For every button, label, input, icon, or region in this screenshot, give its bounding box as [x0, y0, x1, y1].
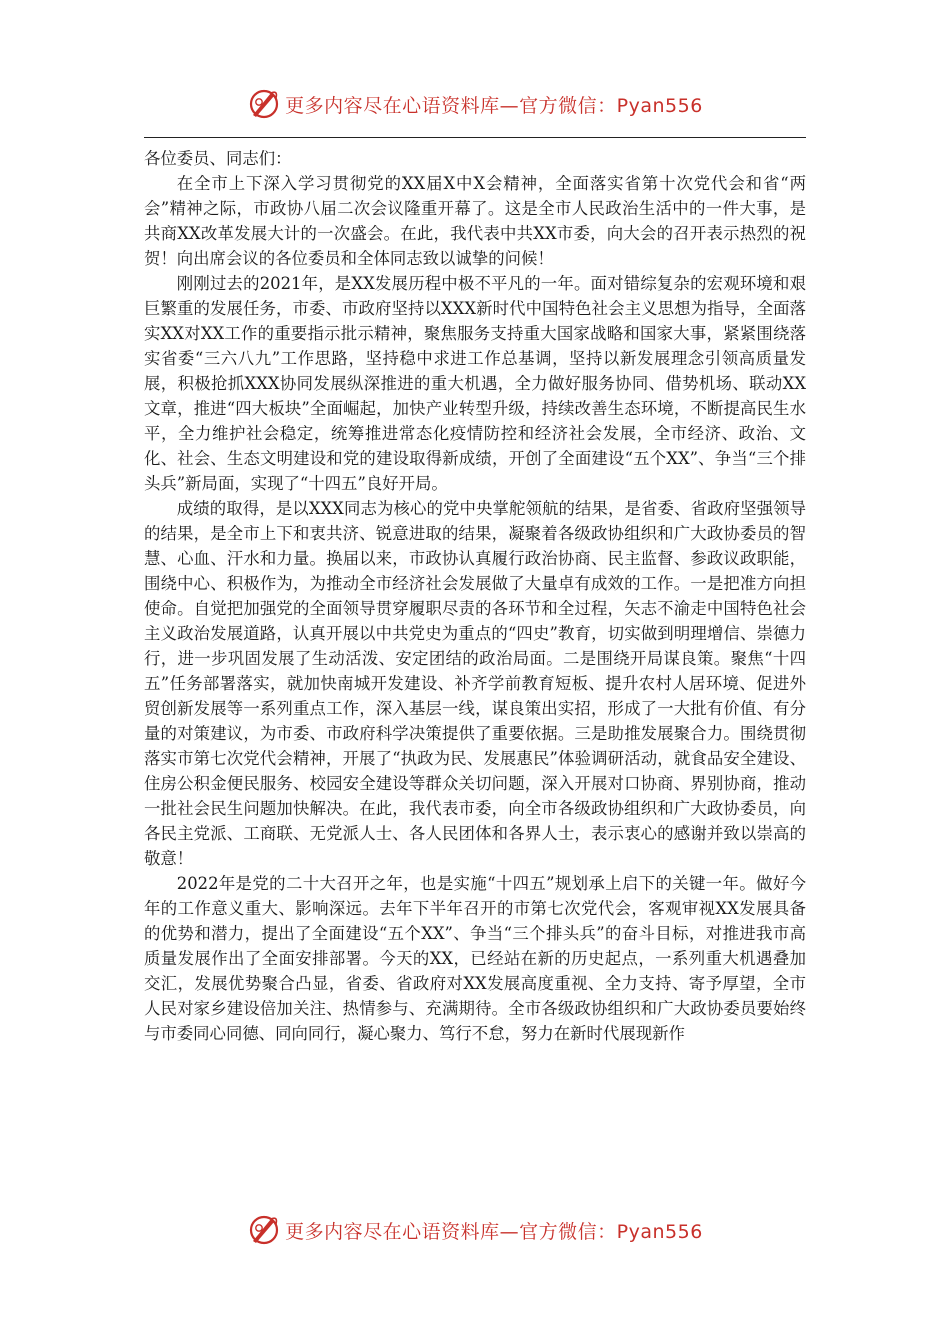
- document-body: [144, 146, 806, 1046]
- header-banner: [0, 84, 950, 124]
- footer-banner: [0, 1210, 950, 1250]
- quill-logo-icon: [247, 87, 281, 121]
- paragraph: 刚刚过去的2021年，是XX发展历程中极不平凡的一年。面对错综复杂的宏观环境和艰巨繁重的发展任务，市委、市政府坚持以XXX新时代中国特色社会主义思想为指导，全面落实XX对XX工作的重要指示批示精神，聚焦服务支持重大国家战略和国家大事，紧紧围绕落实省委“三六八九”工作思路，坚持稳中求进工作总基调，坚持以新发展理念引领高质量发展，积极抢抓XXX协同发展纵深推进的重大机遇，全力做好服务协同、借势机场、联动XX文章，推进“四大板块”全面崛起，加快产业转型升级，持续改善生态环境，不断提高民生水平，全力维护社会稳定，统筹推进常态化疫情防控和经济社会发展，全市经济、政治、文化、社会、生态文明建设和党的建设取得新成绩，开创了全面建设“五个XX”、争当“三个排头兵”新局面，实现了“十四五”良好开局。: [144, 274, 806, 493]
- banner-text-cn: 更多内容尽在心语资料库—官方微信：: [285, 94, 617, 117]
- paragraph: 成绩的取得，是以XXX同志为核心的党中央掌舵领航的结果，是省委、省政府坚强领导的结果，是全市上下和衷共济、锐意进取的结果，凝聚着各级政协组织和广大政协委员的智慧、心血、汗水和力量。换届以来，市政协认真履行政治协商、民主监督、参政议政职能，围绕中心、积极作为，为推动全市经济社会发展做了大量卓有成效的工作。一是把准方向担使命。自觉把加强党的全面领导贯穿履职尽责的各环节和全过程，矢志不渝走中国特色社会主义政治发展道路，认真开展以中共党史为重点的“四史”教育，切实做到明理增信、崇德力行，进一步巩固发展了生动活泼、安定团结的政治局面。二是围绕开局谋良策。聚焦“十四五”任务部署落实，就加快南城开发建设、补齐学前教育短板、提升农村人居环境、促进外贸创新发展等一系列重点工作，深入基层一线，谋良策出实招，形成了一大批有价值、有分量的对策建议，为市委、市政府科学决策提供了重要依据。三是助推发展聚合力。围绕贯彻落实市第七次党代会精神，开展了“执政为民、发展惠民”体验调研活动，就食品安全建设、住房公积金便民服务、校园安全建设等群众关切问题，深入开展对口协商、界别协商，推动一批社会民生问题加快解决。在此，我代表市委，向全市各级政协组织和广大政协委员，向各民主党派、工商联、无党派人士、各人民团体和各界人士，表示衷心的感谢并致以崇高的敬意！: [144, 499, 806, 868]
- paragraph: 2022年是党的二十大召开之年，也是实施“十四五”规划承上启下的关键一年。做好今年的工作意义重大、影响深远。去年下半年召开的市第七次党代会，客观审视XX发展具备的优势和潜力，提出了全面建设“五个XX”、争当“三个排头兵”的奋斗目标，对推进我市高质量发展作出了全面安排部署。今天的XX，已经站在新的历史起点，一系列重大机遇叠加交汇，发展优势聚合凸显，省委、省政府对XX发展高度重视、全力支持、寄予厚望，全市人民对家乡建设倍加关注、热情参与、充满期待。全市各级政协组织和广大政协委员要始终与市委同心同德、同向同行，凝心聚力、笃行不怠，努力在新时代展现新作: [144, 874, 806, 1043]
- banner-text: [285, 1217, 703, 1244]
- salutation: 各位委员、同志们：: [144, 149, 292, 168]
- banner-text: [285, 91, 703, 118]
- banner-wechat-id: Pyan556: [616, 94, 703, 117]
- paragraph: 在全市上下深入学习贯彻党的XX届X中X会精神，全面落实省第十次党代会和省“两会”精神之际，市政协八届二次会议隆重开幕了。这是全市人民政治生活中的一件大事，是共商XX改革发展大计的一次盛会。在此，我代表中共XX市委，向大会的召开表示热烈的祝贺！向出席会议的各位委员和全体同志致以诚挚的问候！: [144, 174, 806, 268]
- banner-text-cn: 更多内容尽在心语资料库—官方微信：: [285, 1220, 617, 1243]
- quill-logo-icon: [247, 1213, 281, 1247]
- banner-wechat-id: Pyan556: [616, 1220, 703, 1243]
- header-rule: [144, 137, 806, 138]
